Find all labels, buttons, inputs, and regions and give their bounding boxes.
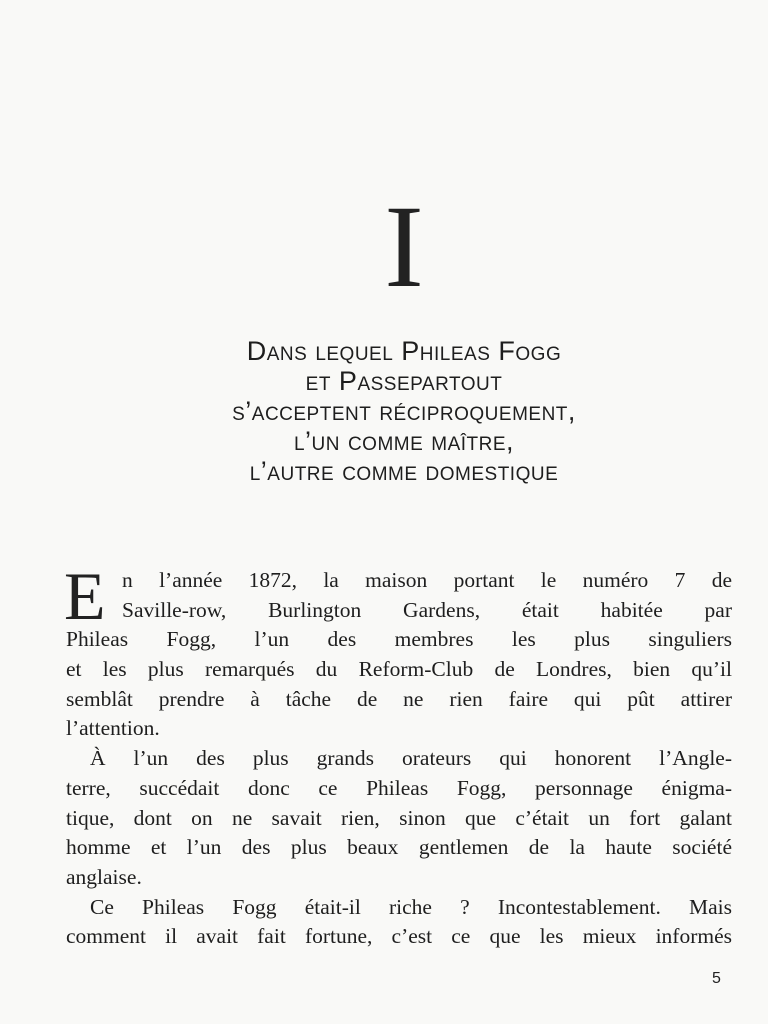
text-line: comment il avait fait fortune, c’est ce que les mieux informés <box>66 924 732 949</box>
body-text <box>64 558 732 952</box>
text-line: l’attention. <box>66 716 160 741</box>
text-line: terre, succédait donc ce Phileas Fogg, personnage énigma- <box>66 775 732 800</box>
text-line: homme et l’un des plus beaux gentlemen de la haute société <box>66 835 732 860</box>
chapter-number: I <box>384 181 424 312</box>
text-line: Ce Phileas Fogg était-il riche ? Incontestablement. Mais <box>90 894 732 919</box>
text-line: anglaise. <box>66 864 142 889</box>
drop-cap: E <box>64 558 106 634</box>
chapter-title-line: s’acceptent réciproquement, <box>232 396 576 426</box>
paragraph-3 <box>66 893 732 952</box>
text-line: n l’année 1872, la maison portant le numéro 7 de <box>122 568 732 592</box>
chapter-title-line: l’autre comme domestique <box>249 456 559 486</box>
chapter-title <box>40 336 768 486</box>
page-number: 5 <box>712 970 721 987</box>
chapter-title-line: Dans lequel Phileas Fogg <box>246 336 562 366</box>
text-line: semblât prendre à tâche de ne rien faire qui pût attirer <box>66 686 732 711</box>
text-line: Phileas Fogg, l’un des membres les plus singuliers <box>66 627 732 652</box>
chapter-title-line: l’un comme maître, <box>293 426 515 456</box>
text-line: tique, dont on ne savait rien, sinon que c’était un fort galant <box>66 805 732 830</box>
paragraph-1 <box>64 558 732 744</box>
text-line: Saville-row, Burlington Gardens, était habitée par <box>122 597 732 622</box>
text-line: À l’un des plus grands orateurs qui honorent l’Angle- <box>90 746 732 771</box>
text-line: et les plus remarqués du Reform-Club de Londres, bien qu’il <box>66 657 732 682</box>
paragraph-2 <box>66 744 732 892</box>
chapter-title-line: et Passepartout <box>305 366 503 396</box>
